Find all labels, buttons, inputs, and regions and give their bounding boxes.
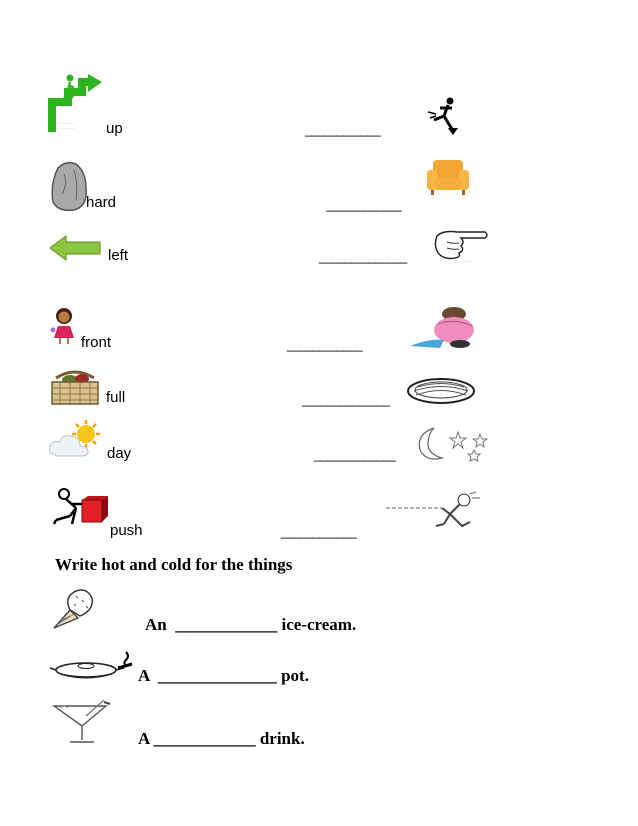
svg-text:...........: ...........: [463, 259, 474, 263]
falling-person-icon: [426, 96, 462, 136]
sentence-pot: A ______________ pot.: [138, 666, 309, 685]
word-full: full: [106, 389, 126, 406]
sentence-ice-cream: An ____________ ice-cream.: [145, 615, 357, 634]
svg-text:...............: ...............: [58, 125, 75, 130]
answer-blank-front[interactable]: ____________: [287, 337, 362, 352]
ice-cream-icon: [50, 586, 96, 632]
left-arrow-icon: [50, 234, 102, 262]
word-push: push: [110, 522, 143, 539]
empty-basket-icon: [406, 376, 476, 406]
cocktail-glass-icon: [50, 700, 114, 744]
answer-blank-hard[interactable]: ____________: [326, 197, 401, 212]
answer-blank-left[interactable]: ______________: [319, 249, 407, 264]
sentence-drink: A ____________ drink.: [138, 729, 305, 748]
word-hard: hard: [86, 194, 117, 211]
girl-icon: [50, 306, 78, 346]
pulling-rope-icon: [386, 490, 486, 534]
pushing-box-icon: [50, 486, 110, 528]
word-up: up: [106, 120, 123, 137]
answer-blank-full[interactable]: ______________: [302, 392, 390, 407]
word-front: front: [81, 334, 112, 351]
answer-blank-push[interactable]: ____________: [281, 524, 356, 539]
sun-cloud-icon: [48, 420, 104, 460]
answer-blank-up[interactable]: ____________: [305, 122, 380, 137]
armchair-icon: [425, 158, 471, 196]
section-heading: Write hot and cold for the things: [55, 555, 293, 574]
word-day: day: [107, 445, 132, 462]
pointing-hand-icon: [433, 226, 489, 264]
word-left: left: [108, 247, 129, 264]
rock-icon: [50, 160, 88, 212]
answer-blank-day[interactable]: _____________: [314, 447, 395, 462]
svg-text:...............: ...............: [58, 120, 75, 125]
moon-stars-icon: [410, 424, 496, 464]
climbing-arrow-icon: [48, 72, 104, 134]
steaming-pot-icon: [48, 650, 138, 684]
back-view-person-icon: [410, 304, 480, 350]
full-basket-icon: [50, 368, 100, 406]
